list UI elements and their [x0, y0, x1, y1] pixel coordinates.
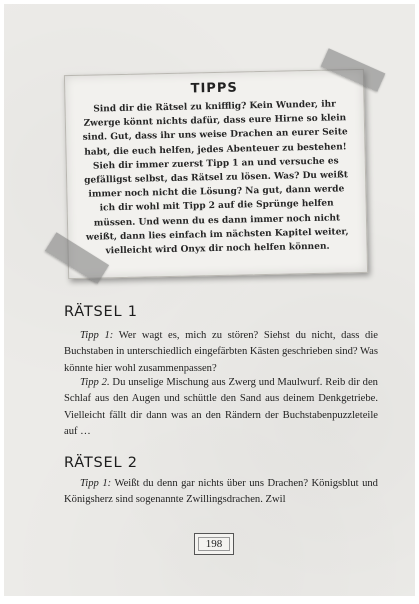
hint-label: Tipp 1: [80, 478, 112, 489]
hint-label: Tipp 2. [80, 377, 110, 388]
book-page [4, 4, 415, 596]
tips-card [64, 69, 368, 279]
tips-body: Sind dir die Rätsel zu knifflig? Kein Wunder, ihr Zwerge könnt nichts dafür, dass eure Hirne so klein sind. Gut, dass ihr uns weise Drachen an eurer Seite habt, die euch helfen, jedes Abenteuer zu bestehen! Sieh dir immer zuerst Tipp 1 an und versuche es gefälligst selbst, das Rätsel zu lösen. Was? Du weißt immer noch nicht die Lösung? Na gut, dann werde ich dir wohl mit Tipp 2 auf die Sprünge helfen müssen. Und wenn du es dann immer noch nicht weißt, dann lies einfach im nächsten Kapitel weiter, vielleicht wird Onyx dir noch helfen können. [82, 99, 349, 257]
hint-text: Du unselige Mischung aus Zwerg und Maulwurf. Reib dir den Schlaf aus den Augen und schüttle den Sand aus deinem Denkgetriebe. Vielleicht fällt dir dann was an den Rändern der Buchstabenpuzzleteile auf … [64, 377, 378, 437]
hint-text: Wer wagt es, mich zu stören? Siehst du nicht, dass die Buchstaben in unterschiedlich eingefärbten Kästen geschrieben sind? Was könnte hier wohl zusammenpassen? [64, 330, 379, 374]
puzzle-2-heading: RÄTSEL 2 [64, 455, 138, 471]
tips-title: TIPPS [190, 80, 238, 97]
puzzle-1-hint-1 [64, 328, 378, 377]
page-number: 198 [194, 533, 234, 555]
hint-text: Weißt du denn gar nichts über uns Drachen? Königsblut und Königsherz sind sogenannte Zwillingsdrachen. Zwil [64, 478, 378, 506]
puzzle-2-hint-1 [64, 476, 378, 509]
hint-label: Tipp 1: [80, 330, 114, 341]
puzzle-1-heading: RÄTSEL 1 [64, 304, 138, 320]
puzzle-1-hint-2 [64, 375, 378, 440]
